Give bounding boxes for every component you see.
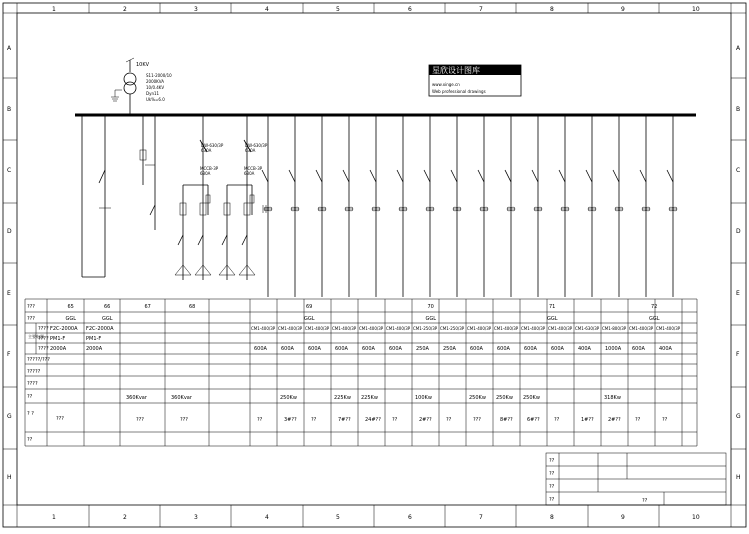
mid-breaker-label-1: MCCB-3P <box>200 166 219 171</box>
outer-border <box>3 3 746 527</box>
title-block-label: ?? <box>549 471 555 477</box>
feeder-note: 6#?? <box>527 417 540 423</box>
feeder-breaker-model: CM1-400/3P <box>305 326 330 331</box>
group-type: GGL <box>425 316 437 322</box>
feeder-breaker <box>640 170 646 182</box>
feeder-rated-current: 600A <box>470 346 483 352</box>
row-label-right: B <box>736 106 741 113</box>
feeder-note: 2#?? <box>419 417 432 423</box>
feeder-note: ?? <box>257 417 263 423</box>
breaker-model: F2C-2000A <box>50 326 78 332</box>
feeder-breaker <box>559 170 565 182</box>
col-label-top: 4 <box>265 6 269 13</box>
row-label-left: E <box>7 290 11 297</box>
feeder-breaker <box>262 170 268 182</box>
group-type: GGL <box>102 316 113 322</box>
feeder-breaker-model: CM1-400/3P <box>386 326 411 331</box>
feeder-breaker <box>586 170 592 182</box>
col-label-bottom: 6 <box>408 514 412 521</box>
row-label-right: E <box>736 290 740 297</box>
note-68: ??? <box>180 417 188 423</box>
capacity-67: 360Kvar <box>126 395 147 401</box>
row-label-right: H <box>736 474 741 481</box>
row-label-left: F <box>7 351 11 358</box>
table-row-label: ?? <box>27 437 33 443</box>
feeder-breaker <box>316 170 322 182</box>
row-label-left: B <box>7 106 12 113</box>
table-row-label: ??? <box>27 304 35 310</box>
feeder-breaker-model: CM1-400/3P <box>629 326 654 331</box>
feeder-breaker <box>424 170 430 182</box>
upper-breaker-rating-1: 630A <box>201 148 212 153</box>
feeder-breaker-model: CM1-400/3P <box>332 326 357 331</box>
circuit-table <box>25 299 697 446</box>
feeder-rated-current: 600A <box>281 346 294 352</box>
row-label-right: A <box>736 45 741 52</box>
table-row-label: ???? <box>38 326 49 332</box>
table-row-label: ???? <box>38 336 49 342</box>
watermark-stamp <box>429 65 521 96</box>
capacity-68: 360Kvar <box>171 395 192 401</box>
feeder-rated-current: 600A <box>389 346 402 352</box>
table-row-label: ?? <box>27 394 33 400</box>
feeder-note: ?? <box>392 417 398 423</box>
col-label-bottom: 5 <box>336 514 340 521</box>
group-type: GGL <box>304 316 315 322</box>
feeder-breaker-model: CM1-250/3P <box>413 326 438 331</box>
group-number: 71 <box>549 304 556 310</box>
col-label-top: 8 <box>550 6 554 13</box>
feeder-rated-current: 1000A <box>605 346 622 352</box>
feeder-rated-current: 600A <box>551 346 564 352</box>
feeder-note: ?? <box>311 417 317 423</box>
capacitor-contactor <box>222 235 227 245</box>
table-row-label: ???? <box>38 346 49 352</box>
circuits <box>82 115 677 297</box>
col-label-top: 5 <box>336 6 340 13</box>
feeder-breaker <box>667 170 673 182</box>
feeder-capacity: 250Kw <box>469 395 486 401</box>
mid-breaker-rating-2: 630A <box>244 171 255 176</box>
row-label-right: C <box>736 167 741 174</box>
upper-breaker-label-2: DW-630/3P <box>245 143 268 148</box>
row-label-right: G <box>736 413 741 420</box>
transformer-symbol <box>111 58 172 115</box>
watermark-line1: www.xinge.cn <box>432 82 460 87</box>
feeder-note: ?? <box>554 417 560 423</box>
feeder-capacity: 250Kw <box>523 395 540 401</box>
col-label-bottom: 2 <box>123 514 127 521</box>
feeder-breaker-model: CM1-400/3P <box>494 326 519 331</box>
table-row-label: ?????/??? <box>27 357 50 363</box>
capacitor-contactor <box>242 235 247 245</box>
feeder-note: 7#?? <box>338 417 351 423</box>
feeder-rated-current: 600A <box>632 346 645 352</box>
feeder-rated-current: 600A <box>308 346 321 352</box>
col-label-top: 7 <box>479 6 483 13</box>
feeder-breaker <box>289 170 295 182</box>
capacitor-contactor <box>178 235 183 245</box>
feeder-note: ?? <box>446 417 452 423</box>
feeder-note: 3#?? <box>284 417 297 423</box>
feeder-breaker-model: CM1-250/3P <box>440 326 465 331</box>
group-number: 67 <box>144 304 151 310</box>
capacitor-contactor <box>198 235 203 245</box>
feeder-rated-current: 600A <box>335 346 348 352</box>
device-model: PM1-F <box>50 336 66 342</box>
feeder-rated-current: 600A <box>524 346 537 352</box>
feeder-breaker <box>397 170 403 182</box>
feeder-breaker <box>613 170 619 182</box>
col-label-top: 10 <box>692 6 700 13</box>
table-row-label: ??? <box>27 316 35 322</box>
title-block-label: ?? <box>549 458 555 464</box>
mid-breaker-label-2: MCCB-3P <box>244 166 263 171</box>
col-label-bottom: 7 <box>479 514 483 521</box>
col-label-top: 2 <box>123 6 127 13</box>
feeder-capacity: 318Kw <box>604 395 621 401</box>
upper-breaker-label-1: DW-630/3P <box>201 143 224 148</box>
feeder-breaker <box>532 170 538 182</box>
feeder-rated-current: 600A <box>497 346 510 352</box>
feeder-breaker <box>505 170 511 182</box>
feeder-note: 1#?? <box>581 417 594 423</box>
table-row-label: ????? <box>27 369 41 375</box>
rated-current: 2000A <box>50 346 67 352</box>
col-label-top: 1 <box>52 6 56 13</box>
transformer-model: S11-2000/10 <box>146 73 172 78</box>
grid-labels <box>3 3 746 527</box>
feeder-breaker-model: CM1-400/3P <box>251 326 276 331</box>
feeder-breaker-model: CM1-630/3P <box>575 326 600 331</box>
group-type: GGL <box>547 316 558 322</box>
feeder-breaker-model: CM1-800/3P <box>602 326 627 331</box>
title-block-label: ?? <box>549 484 555 490</box>
mid-breaker-rating-1: 630A <box>200 171 211 176</box>
feeder-note: ??? <box>473 417 481 423</box>
table-row-label: ???? <box>27 381 38 387</box>
col-label-top: 9 <box>621 6 625 13</box>
feeder-capacity: 225Kw <box>334 395 351 401</box>
feeder-breaker-model: CM1-400/3P <box>467 326 492 331</box>
feeder-breaker-model: CM1-400/3P <box>548 326 573 331</box>
upper-breaker-rating-2: 630A <box>245 148 256 153</box>
table-side-label: 主要电器 <box>28 334 44 339</box>
feeder-rated-current: 400A <box>659 346 672 352</box>
row-label-right: D <box>736 228 741 235</box>
feeder-note: 8#?? <box>500 417 513 423</box>
transformer-capacity: 2000KVA <box>146 79 165 84</box>
group-number: 70 <box>427 304 434 310</box>
watermark-line2: Web professional drawings <box>432 89 486 94</box>
feeder-note: ?? <box>635 417 641 423</box>
incoming-switch <box>99 170 105 183</box>
transformer-impedance: Uk%=6.0 <box>146 97 165 102</box>
feeder-breaker-model: CM1-400/3P <box>278 326 303 331</box>
group-number: 68 <box>189 304 196 310</box>
col-label-bottom: 3 <box>194 514 198 521</box>
feeder-note: 24#?? <box>365 417 381 423</box>
group-number: 72 <box>651 304 658 310</box>
row-label-left: G <box>7 413 12 420</box>
feeder-rated-current: 600A <box>362 346 375 352</box>
feeder-note: 2#?? <box>608 417 621 423</box>
col-label-bottom: 1 <box>52 514 56 521</box>
feeder-breaker-model: CM1-400/3P <box>521 326 546 331</box>
group-number: 65 <box>67 304 74 310</box>
feeder-breaker <box>370 170 376 182</box>
note-65: ??? <box>56 416 64 422</box>
transformer-voltage: 10KV <box>136 62 150 68</box>
rated-current: 2000A <box>86 346 103 352</box>
feeder-breaker <box>343 170 349 182</box>
group-number: 66 <box>104 304 111 310</box>
col-label-bottom: 10 <box>692 514 700 521</box>
metering-switch <box>150 205 155 215</box>
transformer-connection: Dyn11 <box>146 91 160 96</box>
device-model: PM1-F <box>86 336 102 342</box>
table-row-label: ? ? <box>27 411 34 417</box>
feeder-breaker <box>478 170 484 182</box>
feeder-capacity: 100Kw <box>415 395 432 401</box>
col-label-top: 3 <box>194 6 198 13</box>
row-label-left: H <box>7 474 12 481</box>
feeder-note: ?? <box>662 417 668 423</box>
feeder-rated-current: 250A <box>443 346 456 352</box>
feeder-breaker-model: CM1-400/3P <box>656 326 681 331</box>
group-type: GGL <box>649 316 660 322</box>
title-block <box>546 453 726 505</box>
transformer-ratio: 10/0.4KV <box>146 85 165 90</box>
feeder-breaker <box>451 170 457 182</box>
title-block-label: ?? <box>549 497 555 503</box>
feeder-rated-current: 250A <box>416 346 429 352</box>
row-label-left: A <box>7 45 12 52</box>
row-label-left: C <box>7 167 12 174</box>
feeder-breaker-model: CM1-400/3P <box>359 326 384 331</box>
col-label-top: 6 <box>408 6 412 13</box>
col-label-bottom: 8 <box>550 514 554 521</box>
feeder-rated-current: 600A <box>254 346 267 352</box>
group-number: 69 <box>306 304 313 310</box>
col-label-bottom: 4 <box>265 514 269 521</box>
title-block-bottom-label: ?? <box>642 498 648 504</box>
col-label-bottom: 9 <box>621 514 625 521</box>
row-label-right: F <box>736 351 740 358</box>
feeder-capacity: 250Kw <box>280 395 297 401</box>
feeder-rated-current: 400A <box>578 346 591 352</box>
feeder-capacity: 250Kw <box>496 395 513 401</box>
watermark-title: 星欣设计图库 <box>432 66 480 75</box>
group-type: GGL <box>65 316 77 322</box>
row-label-left: D <box>7 228 12 235</box>
feeder-capacity: 225Kw <box>361 395 378 401</box>
note-67: ??? <box>136 417 144 423</box>
breaker-model: F2C-2000A <box>86 326 114 332</box>
